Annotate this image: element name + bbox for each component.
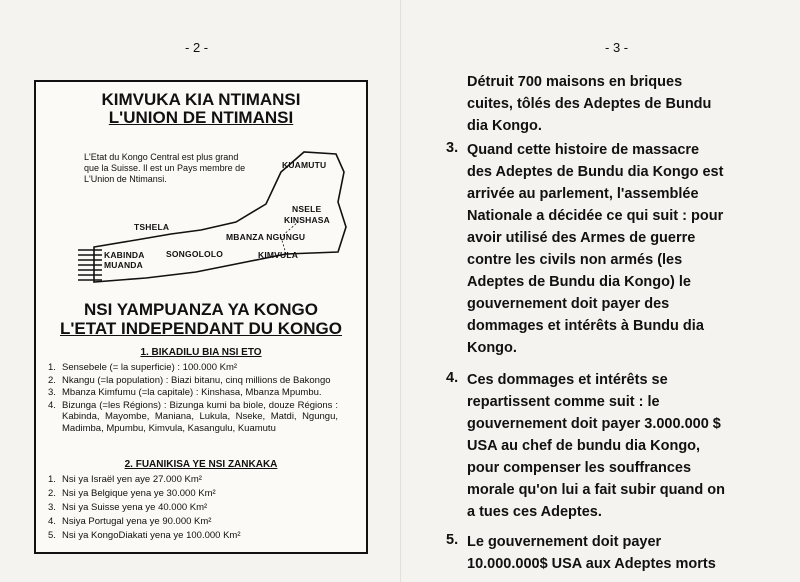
item3-line: Kongo. <box>467 340 517 356</box>
item-number: 2. <box>48 374 56 386</box>
item3-line: Adeptes de Bundu dia Kongo) le <box>467 274 691 290</box>
left-page-box <box>34 80 368 554</box>
list-item <box>48 375 338 387</box>
item5-line: 10.000.000$ USA aux Adeptes morts <box>467 556 716 572</box>
item3-line: contre les civils non armés (les <box>467 252 683 268</box>
item-text: Nsiya Portugal yena ye 90.000 Km² <box>62 516 212 527</box>
intro-line: Détruit 700 maisons en briques <box>467 74 683 90</box>
coast-hatch-icon <box>78 250 102 280</box>
page-number-left: - 2 - <box>185 40 209 55</box>
map-label-kabinda: KABINDA <box>104 250 145 260</box>
section1-list <box>48 362 338 435</box>
item-text: Mbanza Kimfumu (=la capitale) : Kinshasa, Mbanza Mpumbu. <box>62 387 322 398</box>
list-item <box>48 515 338 528</box>
item4-line: gouvernement doit payer 3.000.000 $ <box>467 416 721 432</box>
map-label-nsele: NSELE <box>292 204 322 214</box>
state-title: NSI YAMPUANZA YA KONGO <box>84 300 318 319</box>
item3-number: 3. <box>446 140 459 156</box>
item5-line: Le gouvernement doit payer <box>467 534 662 550</box>
item4-line: Ces dommages et intérêts se <box>467 372 668 388</box>
item-text: Nsi ya Suisse yena ye 40.000 Km² <box>62 502 208 513</box>
item4-line: USA au chef de bundu dia Kongo, <box>467 438 701 454</box>
list-item <box>48 387 338 399</box>
item-number: 1. <box>48 362 56 373</box>
list-item <box>48 487 338 500</box>
list-item <box>48 400 338 435</box>
list-item <box>48 362 338 374</box>
map-label-muanda: MUANDA <box>104 260 143 270</box>
item3-line: dommages et intérêts à Bundu dia <box>467 318 704 334</box>
map-label-tshela: TSHELA <box>134 222 170 232</box>
item3-line: gouvernement doit payer des <box>467 296 670 312</box>
item3-line: Nationale a décidée ce qui suit : pour <box>467 208 724 224</box>
map-caption: L'Etat du Kongo Central est plus grand que la Suisse. Il est un Pays membre de L'Union de Ntimansi. <box>84 152 246 184</box>
section2-list <box>48 473 338 543</box>
item4-line: pour compenser les souffrances <box>467 460 692 476</box>
box-title: KIMVUKA KIA NTIMANSI <box>101 90 301 109</box>
item-number: 1. <box>48 474 56 485</box>
item-number: 4. <box>48 516 56 527</box>
item3-line: arrivée au parlement, l'assemblée <box>467 186 699 202</box>
item-number: 2. <box>48 488 56 499</box>
list-item <box>48 473 338 486</box>
list-item <box>48 529 338 542</box>
map-label-kimvula: KIMVULA <box>258 250 299 260</box>
item-text: Sensebele (= la superficie) : 100.000 Km² <box>62 362 238 373</box>
page-number-right: - 3 - <box>605 40 629 55</box>
item4-line: repartissent comme suit : le <box>467 394 660 410</box>
item3-line: avoir utilisé des Armes de guerre <box>467 230 696 246</box>
item-text: Nsi ya KongoDiakati yena ye 100.000 Km² <box>62 530 241 541</box>
section2-title: 2. FUANIKISA YE NSI ZANKAKA <box>124 459 278 470</box>
map-label-songololo: SONGOLOLO <box>166 249 224 259</box>
page-fold <box>400 0 401 582</box>
item-text: Bizunga (=les Régions) : Bizunga kumi ba biole, douze Régions : Kabinda, Mayombe, Maniana, Lukula, Nseke, Matdi, Ngungu, Madimba, Mpumbu, Kimvula, Kasangulu, Kuamutu <box>62 399 338 434</box>
item-text: Nkangu (=la population) : Biazi bitanu, cinq millions de Bakongo <box>62 374 331 386</box>
item-number: 4. <box>48 399 56 411</box>
item-text: Nsi ya Belgique yena ye 30.000 Km² <box>62 488 216 499</box>
item5-number: 5. <box>446 532 459 548</box>
box-subtitle: L'UNION DE NTIMANSI <box>108 108 294 127</box>
item-number: 3. <box>48 502 56 513</box>
item4-number: 4. <box>446 370 459 386</box>
map-label-kuamutu: KUAMUTU <box>282 160 327 170</box>
item3-line: des Adeptes de Bundu dia Kongo est <box>467 164 724 180</box>
item3-line: Quand cette histoire de massacre <box>467 142 700 158</box>
item-number: 3. <box>48 387 56 398</box>
map-label-kinshasa: KINSHASA <box>284 215 330 225</box>
kongo-map <box>76 142 356 292</box>
intro-line: cuites, tôlés des Adeptes de Bundu <box>467 96 712 112</box>
item-number: 5. <box>48 530 56 541</box>
map-label-mbanza-ngungu: MBANZA NGUNGU <box>226 232 306 242</box>
item4-line: a tues ces Adeptes. <box>467 504 602 520</box>
state-subtitle: L'ETAT INDEPENDANT DU KONGO <box>59 319 343 338</box>
item-text: Nsi ya Israël yen aye 27.000 Km² <box>62 474 202 485</box>
item4-line: morale qu'on lui a fait subir quand on <box>467 482 726 498</box>
section1-title: 1. BIKADILU BIA NSI ETO <box>140 347 262 358</box>
list-item <box>48 501 338 514</box>
intro-line: dia Kongo. <box>467 118 542 134</box>
